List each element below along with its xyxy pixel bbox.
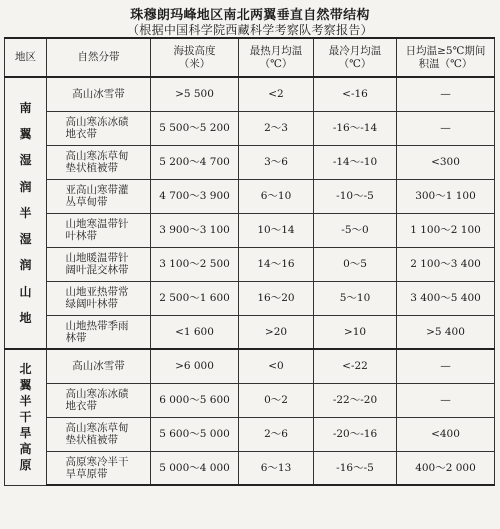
accumulated-cell: —	[397, 383, 495, 417]
accumulated-cell: >5 400	[397, 315, 495, 349]
header-altitude: 海拔高度（米）	[151, 38, 239, 77]
region-label-south: 南翼湿润半湿润山地	[5, 77, 47, 349]
zone-cell: 高山寒冻草甸垫状植被带	[47, 145, 151, 179]
coldest-cell: -22～-20	[314, 383, 397, 417]
zone-cell: 高山寒冻冰碛地衣带	[47, 383, 151, 417]
warmest-cell: 10～14	[239, 213, 314, 247]
coldest-cell: -20～-16	[314, 417, 397, 451]
warmest-cell: 14～16	[239, 247, 314, 281]
altitude-cell: 6 000～5 600	[151, 383, 239, 417]
accumulated-cell: 3 400～5 400	[397, 281, 495, 315]
altitude-cell: 5 500～5 200	[151, 111, 239, 145]
header-accumulated-temp: 日均温≥5℃期间积温（℃）	[397, 38, 495, 77]
zone-cell: 高山冰雪带	[47, 349, 151, 383]
warmest-cell: 3～6	[239, 145, 314, 179]
table-row	[5, 383, 495, 417]
warmest-cell: 2～6	[239, 417, 314, 451]
coldest-cell: <-16	[314, 77, 397, 111]
table-row	[5, 213, 495, 247]
table-row	[5, 349, 495, 383]
accumulated-cell: <300	[397, 145, 495, 179]
zone-cell: 亚高山寒带灌丛草甸带	[47, 179, 151, 213]
warmest-cell: <2	[239, 77, 314, 111]
warmest-cell: 6～10	[239, 179, 314, 213]
header-coldest-month: 最冷月均温（℃）	[314, 38, 397, 77]
header-row	[5, 38, 495, 77]
warmest-cell: 16～20	[239, 281, 314, 315]
table-row	[5, 145, 495, 179]
zone-cell: 高山冰雪带	[47, 77, 151, 111]
vertical-zone-table	[4, 37, 495, 486]
table-row	[5, 451, 495, 485]
table-row	[5, 77, 495, 111]
altitude-cell: 5 000～4 000	[151, 451, 239, 485]
zone-cell: 山地亚热带常绿阔叶林带	[47, 281, 151, 315]
coldest-cell: -10～-5	[314, 179, 397, 213]
accumulated-cell: —	[397, 77, 495, 111]
table-row	[5, 315, 495, 349]
warmest-cell: 6～13	[239, 451, 314, 485]
table-row	[5, 417, 495, 451]
table-row	[5, 111, 495, 145]
altitude-cell: >5 500	[151, 77, 239, 111]
coldest-cell: <-22	[314, 349, 397, 383]
table-title: 珠穆朗玛峰地区南北两翼垂直自然带结构	[130, 8, 370, 23]
warmest-cell: 0～2	[239, 383, 314, 417]
table-subtitle: （根据中国科学院西藏科学考察队考察报告）	[126, 23, 373, 37]
warmest-cell: 2～3	[239, 111, 314, 145]
warmest-cell: <0	[239, 349, 314, 383]
region-label-north: 北翼半干旱高原	[5, 349, 47, 485]
altitude-cell: 5 200～4 700	[151, 145, 239, 179]
accumulated-cell: <400	[397, 417, 495, 451]
warmest-cell: >20	[239, 315, 314, 349]
coldest-cell: -14～-10	[314, 145, 397, 179]
accumulated-cell: 1 100～2 100	[397, 213, 495, 247]
altitude-cell: 4 700～3 900	[151, 179, 239, 213]
altitude-cell: 2 500～1 600	[151, 281, 239, 315]
coldest-cell: >10	[314, 315, 397, 349]
altitude-cell: >6 000	[151, 349, 239, 383]
coldest-cell: -16～-5	[314, 451, 397, 485]
altitude-cell: 3 900～3 100	[151, 213, 239, 247]
zone-cell: 山地暖温带针阔叶混交林带	[47, 247, 151, 281]
header-zone: 自然分带	[47, 38, 151, 77]
coldest-cell: 5～10	[314, 281, 397, 315]
header-region: 地区	[5, 38, 47, 77]
header-warmest-month: 最热月均温（℃）	[239, 38, 314, 77]
accumulated-cell: 400～2 000	[397, 451, 495, 485]
accumulated-cell: —	[397, 349, 495, 383]
coldest-cell: -16～-14	[314, 111, 397, 145]
accumulated-cell: —	[397, 111, 495, 145]
zone-cell: 高原寒冷半干旱草原带	[47, 451, 151, 485]
altitude-cell: 3 100～2 500	[151, 247, 239, 281]
accumulated-cell: 2 100～3 400	[397, 247, 495, 281]
zone-cell: 高山寒冻草甸垫状植被带	[47, 417, 151, 451]
table-row	[5, 247, 495, 281]
zone-cell: 山地寒温带针叶林带	[47, 213, 151, 247]
altitude-cell: <1 600	[151, 315, 239, 349]
coldest-cell: -5～0	[314, 213, 397, 247]
table-row	[5, 281, 495, 315]
table-row	[5, 179, 495, 213]
coldest-cell: 0～5	[314, 247, 397, 281]
altitude-cell: 5 600～5 000	[151, 417, 239, 451]
accumulated-cell: 300～1 100	[397, 179, 495, 213]
zone-cell: 山地热带季雨林带	[47, 315, 151, 349]
zone-cell: 高山寒冻冰碛地衣带	[47, 111, 151, 145]
